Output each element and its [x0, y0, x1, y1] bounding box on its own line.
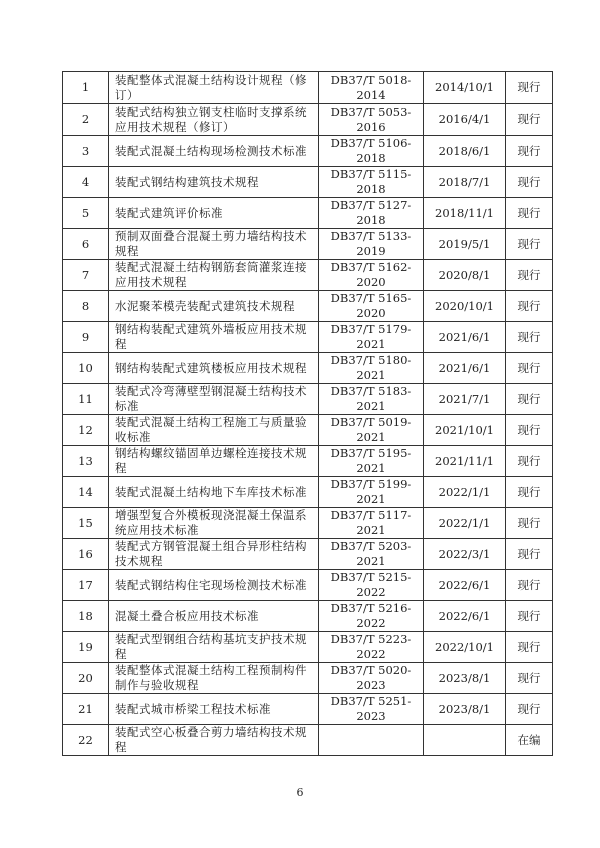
row-number: 10 — [63, 353, 109, 384]
row-number: 8 — [63, 291, 109, 322]
standard-code: DB37/T 5115-2018 — [319, 167, 424, 198]
row-number: 12 — [63, 415, 109, 446]
standard-code — [319, 725, 424, 756]
row-number: 19 — [63, 632, 109, 663]
row-number: 21 — [63, 694, 109, 725]
table-row — [63, 260, 553, 291]
effective-date: 2018/11/1 — [424, 198, 506, 229]
standard-status: 现行 — [506, 167, 553, 198]
row-number: 9 — [63, 322, 109, 353]
table-row — [63, 104, 553, 136]
standard-status: 现行 — [506, 570, 553, 601]
effective-date: 2022/1/1 — [424, 477, 506, 508]
standard-status: 现行 — [506, 198, 553, 229]
standard-status: 现行 — [506, 694, 553, 725]
standard-code: DB37/T 5215-2022 — [319, 570, 424, 601]
table-row — [63, 663, 553, 694]
page-number: 6 — [296, 786, 304, 799]
standard-name: 装配式空心板叠合剪力墙结构技术规程 — [109, 725, 319, 756]
table-row — [63, 322, 553, 353]
standard-status: 现行 — [506, 322, 553, 353]
table-row — [63, 725, 553, 756]
effective-date: 2023/8/1 — [424, 663, 506, 694]
standard-code: DB37/T 5117-2021 — [319, 508, 424, 539]
row-number: 4 — [63, 167, 109, 198]
table-row — [63, 229, 553, 260]
standard-code: DB37/T 5020-2023 — [319, 663, 424, 694]
table-row — [63, 601, 553, 632]
standard-status: 在编 — [506, 725, 553, 756]
effective-date: 2018/7/1 — [424, 167, 506, 198]
standard-name: 装配式冷弯薄壁型钢混凝土结构技术标准 — [109, 384, 319, 415]
standard-status: 现行 — [506, 477, 553, 508]
row-number: 2 — [63, 104, 109, 136]
row-number: 15 — [63, 508, 109, 539]
row-number: 14 — [63, 477, 109, 508]
effective-date: 2022/6/1 — [424, 570, 506, 601]
standard-name: 混凝土叠合板应用技术标准 — [109, 601, 319, 632]
standard-name: 钢结构装配式建筑楼板应用技术规程 — [109, 353, 319, 384]
table-row — [63, 384, 553, 415]
standard-code: DB37/T 5127-2018 — [319, 198, 424, 229]
effective-date: 2020/8/1 — [424, 260, 506, 291]
standard-status: 现行 — [506, 104, 553, 136]
table-row — [63, 136, 553, 167]
table-row — [63, 477, 553, 508]
standard-code: DB37/T 5019-2021 — [319, 415, 424, 446]
effective-date: 2018/6/1 — [424, 136, 506, 167]
standard-name: 装配式混凝土结构钢筋套筒灌浆连接应用技术规程 — [109, 260, 319, 291]
standard-code: DB37/T 5162-2020 — [319, 260, 424, 291]
row-number: 13 — [63, 446, 109, 477]
standard-name: 装配式型钢组合结构基坑支护技术规程 — [109, 632, 319, 663]
standard-name: 装配式结构独立钢支柱临时支撑系统应用技术规程（修订） — [109, 104, 319, 136]
standards-table-body — [63, 72, 553, 756]
standard-status: 现行 — [506, 136, 553, 167]
effective-date: 2023/8/1 — [424, 694, 506, 725]
table-row — [63, 539, 553, 570]
table-row — [63, 508, 553, 539]
standard-status: 现行 — [506, 229, 553, 260]
table-row — [63, 632, 553, 663]
standard-status: 现行 — [506, 291, 553, 322]
standard-name: 装配式混凝土结构工程施工与质量验收标准 — [109, 415, 319, 446]
row-number: 17 — [63, 570, 109, 601]
standard-status: 现行 — [506, 415, 553, 446]
standards-table — [62, 71, 553, 756]
effective-date: 2021/6/1 — [424, 322, 506, 353]
standard-name: 装配式钢结构建筑技术规程 — [109, 167, 319, 198]
effective-date: 2022/1/1 — [424, 508, 506, 539]
table-row — [63, 570, 553, 601]
standard-code: DB37/T 5203-2021 — [319, 539, 424, 570]
row-number: 5 — [63, 198, 109, 229]
row-number: 16 — [63, 539, 109, 570]
table-row — [63, 198, 553, 229]
standard-name: 装配式方钢管混凝土组合异形柱结构技术规程 — [109, 539, 319, 570]
row-number: 22 — [63, 725, 109, 756]
standard-status: 现行 — [506, 384, 553, 415]
standard-name: 装配式混凝土结构地下车库技术标准 — [109, 477, 319, 508]
standard-code: DB37/T 5223-2022 — [319, 632, 424, 663]
standard-status: 现行 — [506, 601, 553, 632]
effective-date: 2016/4/1 — [424, 104, 506, 136]
row-number: 20 — [63, 663, 109, 694]
effective-date: 2021/10/1 — [424, 415, 506, 446]
standard-name: 预制双面叠合混凝土剪力墙结构技术规程 — [109, 229, 319, 260]
standard-status: 现行 — [506, 353, 553, 384]
standard-status: 现行 — [506, 260, 553, 291]
table-row — [63, 446, 553, 477]
standard-code: DB37/T 5053-2016 — [319, 104, 424, 136]
row-number: 1 — [63, 72, 109, 104]
standard-name: 装配式建筑评价标准 — [109, 198, 319, 229]
table-row — [63, 353, 553, 384]
table-row — [63, 694, 553, 725]
standard-code: DB37/T 5195-2021 — [319, 446, 424, 477]
standard-code: DB37/T 5251-2023 — [319, 694, 424, 725]
standard-status: 现行 — [506, 539, 553, 570]
effective-date: 2021/6/1 — [424, 353, 506, 384]
standard-name: 钢结构装配式建筑外墙板应用技术规程 — [109, 322, 319, 353]
effective-date: 2021/7/1 — [424, 384, 506, 415]
effective-date: 2021/11/1 — [424, 446, 506, 477]
standard-status: 现行 — [506, 632, 553, 663]
effective-date: 2014/10/1 — [424, 72, 506, 104]
standard-status: 现行 — [506, 663, 553, 694]
standard-code: DB37/T 5183-2021 — [319, 384, 424, 415]
effective-date: 2020/10/1 — [424, 291, 506, 322]
effective-date: 2022/3/1 — [424, 539, 506, 570]
standard-code: DB37/T 5216-2022 — [319, 601, 424, 632]
effective-date — [424, 725, 506, 756]
standard-status: 现行 — [506, 508, 553, 539]
effective-date: 2022/10/1 — [424, 632, 506, 663]
table-row — [63, 167, 553, 198]
table-row — [63, 72, 553, 104]
standard-code: DB37/T 5165-2020 — [319, 291, 424, 322]
standard-code: DB37/T 5018-2014 — [319, 72, 424, 104]
table-row — [63, 291, 553, 322]
standard-name: 钢结构螺纹锚固单边螺栓连接技术规程 — [109, 446, 319, 477]
row-number: 3 — [63, 136, 109, 167]
standard-name: 增强型复合外模板现浇混凝土保温系统应用技术标准 — [109, 508, 319, 539]
standard-name: 装配式城市桥梁工程技术标准 — [109, 694, 319, 725]
standard-code: DB37/T 5133-2019 — [319, 229, 424, 260]
standard-name: 装配整体式混凝土结构设计规程（修订） — [109, 72, 319, 104]
standard-name: 装配整体式混凝土结构工程预制构件制作与验收规程 — [109, 663, 319, 694]
row-number: 18 — [63, 601, 109, 632]
standard-code: DB37/T 5106-2018 — [319, 136, 424, 167]
standard-code: DB37/T 5199-2021 — [319, 477, 424, 508]
row-number: 11 — [63, 384, 109, 415]
row-number: 7 — [63, 260, 109, 291]
table-row — [63, 415, 553, 446]
effective-date: 2022/6/1 — [424, 601, 506, 632]
standard-code: DB37/T 5180-2021 — [319, 353, 424, 384]
standard-status: 现行 — [506, 72, 553, 104]
standard-name: 装配式混凝土结构现场检测技术标准 — [109, 136, 319, 167]
row-number: 6 — [63, 229, 109, 260]
standard-status: 现行 — [506, 446, 553, 477]
standard-name: 装配式钢结构住宅现场检测技术标准 — [109, 570, 319, 601]
effective-date: 2019/5/1 — [424, 229, 506, 260]
standard-code: DB37/T 5179-2021 — [319, 322, 424, 353]
standard-name: 水泥聚苯模壳装配式建筑技术规程 — [109, 291, 319, 322]
